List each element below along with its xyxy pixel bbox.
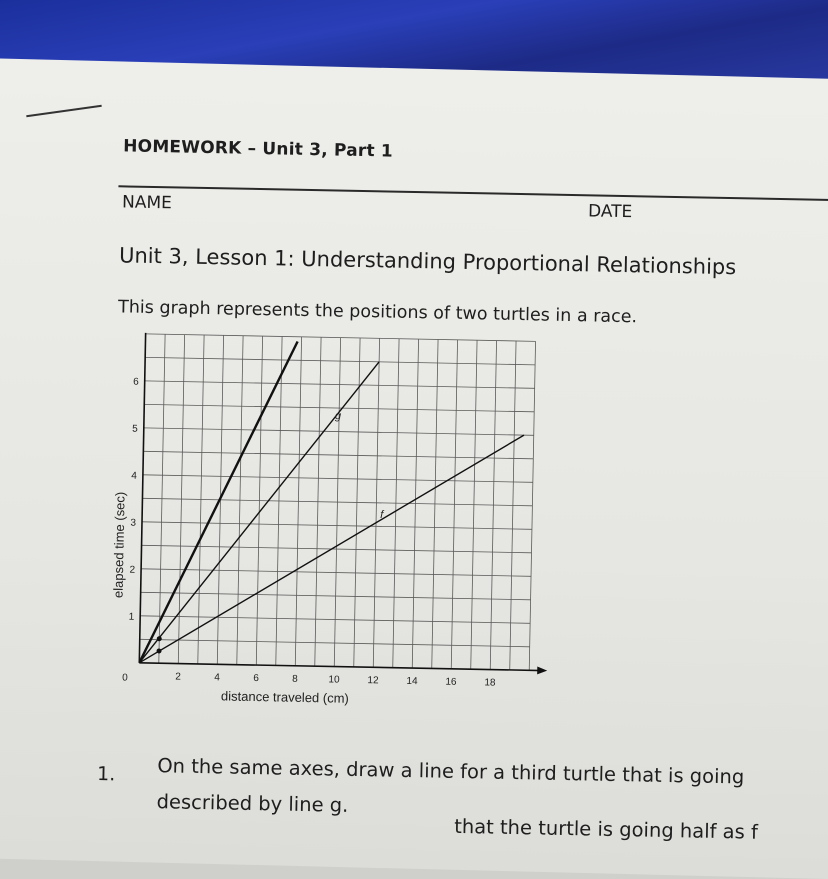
y-tick-label: 2 xyxy=(129,564,136,576)
x-tick-label: 12 xyxy=(367,675,379,687)
lesson-title: Unit 3, Lesson 1: Understanding Proportional Relationships xyxy=(118,243,737,280)
x-tick-label: 14 xyxy=(406,675,418,688)
series-line-f xyxy=(139,428,524,670)
y-tick-label: 3 xyxy=(130,517,137,529)
x-tick-label: 8 xyxy=(292,673,298,685)
y-tick-label: 4 xyxy=(131,470,137,482)
turtle-race-graph xyxy=(107,332,554,710)
x-tick-label: 2 xyxy=(175,671,181,683)
series-label-g: g xyxy=(334,410,342,423)
y-tick-label: 6 xyxy=(133,376,139,388)
series-line-g xyxy=(139,357,379,667)
name-label: NAME xyxy=(121,192,173,214)
graph-intro: This graph represents the positions of two turtles in a race. xyxy=(117,297,638,328)
x-tick-label: 16 xyxy=(445,676,457,688)
x-tick-label: 4 xyxy=(214,672,220,684)
x-axis-arrow xyxy=(537,666,547,674)
date-label: DATE xyxy=(587,201,633,223)
question-line-3: that the turtle is going half as f xyxy=(453,814,759,844)
question-number: 1. xyxy=(96,763,116,786)
homework-title: HOMEWORK – Unit 3, Part 1 xyxy=(123,136,394,162)
y-axis-title: elapsed time (sec) xyxy=(110,491,128,599)
series-label-f: f xyxy=(380,509,384,522)
x-axis xyxy=(139,663,541,671)
question-line-1: On the same axes, draw a line for a third turtle that is going xyxy=(157,754,745,789)
origin-label: 0 xyxy=(122,672,128,684)
x-axis-title: distance traveled (cm) xyxy=(220,688,349,706)
x-tick-label: 6 xyxy=(253,672,259,685)
x-tick-label: 10 xyxy=(328,674,340,686)
header-rule xyxy=(118,185,828,201)
question-line-2: described by line g. xyxy=(156,790,349,817)
x-tick-label: 18 xyxy=(484,677,496,689)
y-axis xyxy=(139,332,146,663)
y-tick-label: 1 xyxy=(128,611,135,623)
y-tick-label: 5 xyxy=(132,423,138,435)
